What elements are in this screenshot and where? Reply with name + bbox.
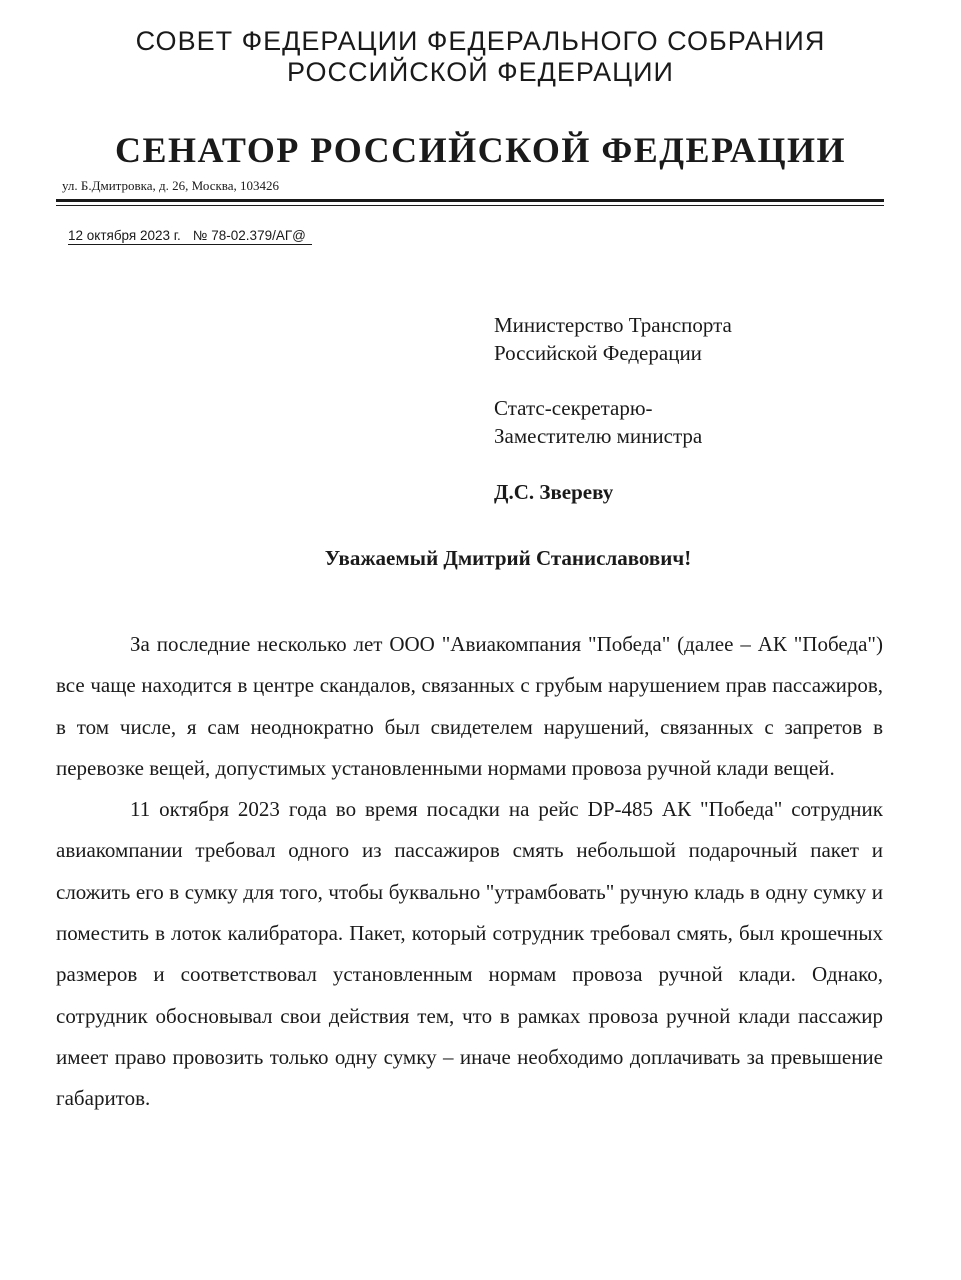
header-org-line2: РОССИЙСКОЙ ФЕДЕРАЦИИ: [287, 57, 674, 87]
salutation: Уважаемый Дмитрий Станиславович!: [324, 546, 692, 570]
recipient-org-line1: Министерство Транспорта: [494, 313, 732, 337]
body-paragraph-1: За последние несколько лет ООО "Авиакомпания "Победа" (далее – АК "Победа") все чаще находится в центре скандалов, связанных с грубым нарушением прав пассажиров, в том числе, я сам неоднократно был свидетелем нарушений, связанных с запретов в перевозке вещей, допустимых установленными нормами провоза ручной клади вещей.: [56, 632, 883, 780]
recipient-name: Д.С. Звереву: [494, 480, 614, 504]
recipient-org-line2: Российской Федерации: [494, 341, 702, 365]
sender-address: ул. Б.Дмитровка, д. 26, Москва, 103426: [62, 178, 280, 193]
registration-line: [68, 228, 312, 245]
recipient-position: [494, 394, 702, 450]
recipient-position-line1: Статс-секретарю-: [494, 396, 653, 420]
header-org-line1: СОВЕТ ФЕДЕРАЦИИ ФЕДЕРАЛЬНОГО СОБРАНИЯ: [135, 26, 826, 56]
recipient-organization: [494, 311, 732, 367]
registration-number: 78-02.379/АГ@: [211, 228, 306, 243]
letter-body: [56, 624, 883, 1120]
header-divider-thin: [56, 205, 884, 206]
header-divider-thick: [56, 199, 884, 202]
senator-title: СЕНАТОР РОССИЙСКОЙ ФЕДЕРАЦИИ: [115, 130, 846, 170]
registration-date: 12 октября 2023 г.: [68, 228, 181, 243]
body-paragraph-2: 11 октября 2023 года во время посадки на рейс DP-485 АК "Победа" сотрудник авиакомпании требовал одного из пассажиров смять небольшой подарочный пакет и сложить его в сумку для того, чтобы буквально "утрамбовать" ручную кладь в одну сумку и поместить в лоток калибратора. Пакет, который сотрудник требовал смять, был крошечных размеров и соответствовал установленным нормам провоза ручной клади. Однако, сотрудник обосновывал свои действия тем, что в рамках провоза ручной клади пассажир имеет право провозить только одну сумку – иначе необходимо доплачивать за превышение габаритов.: [56, 797, 883, 1111]
recipient-position-line2: Заместителю министра: [494, 424, 703, 448]
registration-number-label: №: [192, 228, 208, 243]
